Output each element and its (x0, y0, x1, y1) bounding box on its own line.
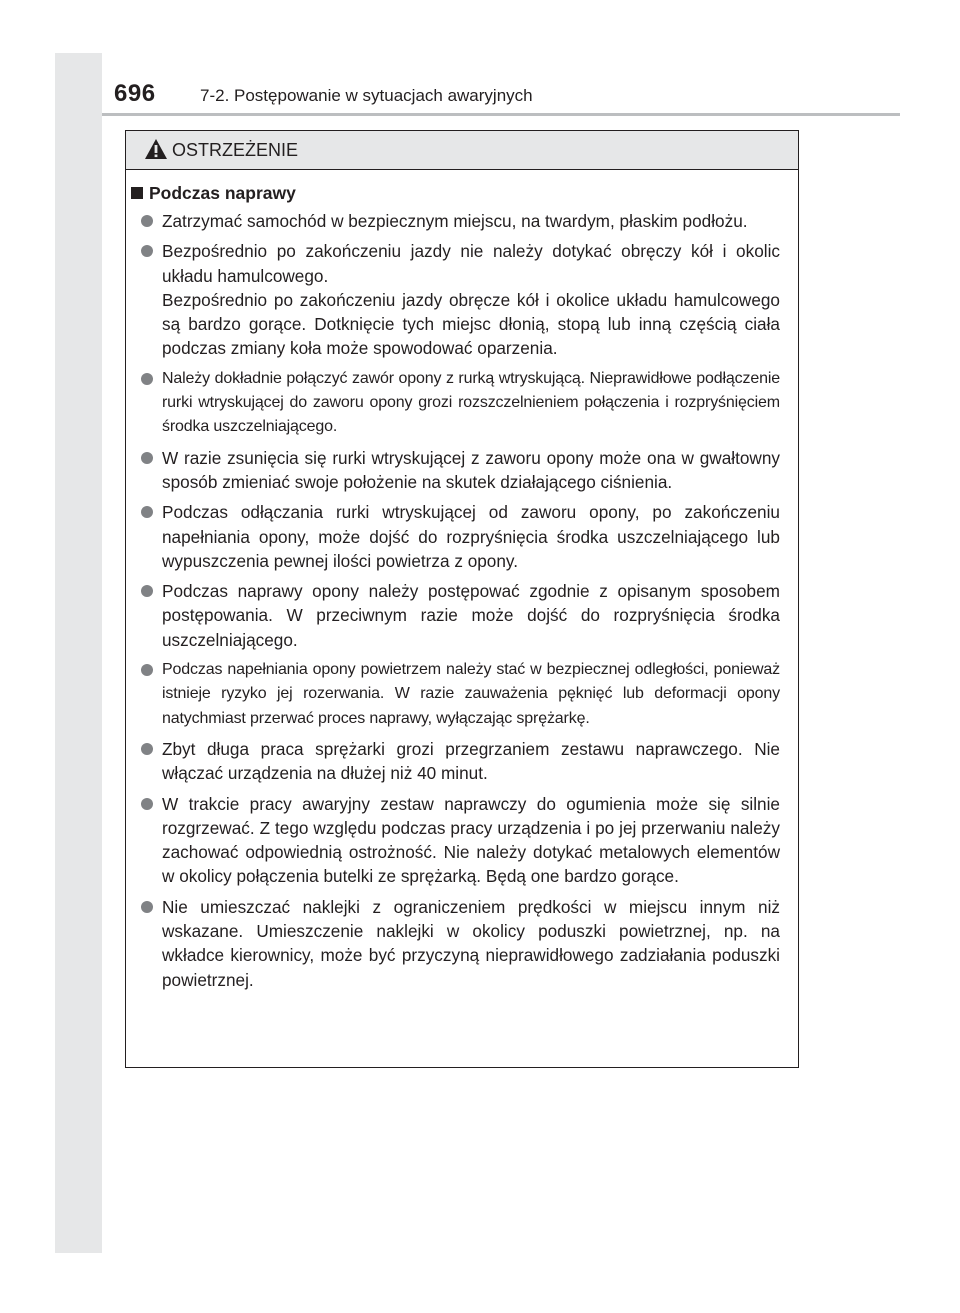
paragraph: Zatrzymać samochód w bezpiecznym miejscu, na twardym, płaskim podłożu. (162, 211, 748, 231)
list-item (131, 446, 780, 495)
list-item (131, 209, 780, 233)
list-item (131, 895, 780, 992)
list-item (131, 500, 780, 573)
bullet-dot-icon (141, 506, 153, 518)
list-item (131, 239, 780, 360)
list-item-text (162, 367, 780, 440)
list-item-text (162, 579, 780, 652)
bullet-dot-icon (141, 901, 153, 913)
side-strip (55, 53, 102, 1253)
bullet-dot-icon (141, 452, 153, 464)
list-item (131, 658, 780, 731)
bullet-dot-icon (141, 585, 153, 597)
section-title: 7-2. Postępowanie w sytuacjach awaryjnych (200, 86, 533, 105)
list-item-text (162, 658, 780, 731)
header-divider (102, 113, 900, 116)
list-item-text (162, 500, 780, 573)
bullet-dot-icon (141, 373, 153, 385)
paragraph: Podczas napełniania opony powietrzem należy stać w bezpiecznej odległości, ponieważ istnieje ryzyko jej rozerwania. W razie zauważenia pęknięć lub deformacji opony natychmiast przerwać proces naprawy, wyłączając sprężarkę. (162, 661, 780, 727)
paragraph: Podczas naprawy opony należy postępować zgodnie z opisanym sposobem postępowania. W przeciwnym razie może dojść do rozpryśnięcia środka uszczelniającego. (162, 581, 780, 650)
paragraph: W trakcie pracy awaryjny zestaw naprawczy do ogumienia może się silnie rozgrzewać. Z tego względu podczas pracy urządzenia i po jej przerwaniu należy zachować odpowiednią ostrożność. Nie należy dotykać metalowych elementów w okolicy połączenia butelki ze sprężarką. Będą one bardzo gorące. (162, 793, 780, 887)
list-item-text (162, 209, 780, 233)
paragraph: Bezpośrednio po zakończeniu jazdy nie należy dotykać obręczy kół i okolic układu hamulcowego. (162, 241, 780, 286)
list-item (131, 792, 780, 889)
subheading-text: Podczas naprawy (149, 183, 296, 203)
warning-body (126, 170, 798, 992)
bullet-dot-icon (141, 245, 153, 257)
warning-header (126, 131, 798, 170)
list-item-text (162, 792, 780, 889)
paragraph: Bezpośrednio po zakończeniu jazdy obręcze kół i okolice układu hamulcowego są bardzo gorące. Dotknięcie tych miejsc dłonią, stopą lub inną częścią ciała podczas zmiany koła może spowodować oparzenia. (162, 289, 780, 359)
page-number: 696 (114, 80, 156, 107)
bullet-dot-icon (141, 798, 153, 810)
bullet-dot-icon (141, 664, 153, 676)
paragraph: W razie zsunięcia się rurki wtryskującej z zaworu opony może ona w gwałtowny sposób zmieniać swoje położenie na skutek działającego ciśnienia. (162, 447, 780, 492)
square-bullet-icon (131, 187, 143, 199)
list-item (131, 579, 780, 652)
list-item-text (162, 895, 780, 992)
warning-title: OSTRZEŻENIE (172, 140, 299, 160)
list-item-text (162, 446, 780, 495)
list-item-text (162, 239, 780, 360)
bullet-dot-icon (141, 215, 153, 227)
subheading (131, 182, 780, 204)
warning-triangle-icon (144, 138, 168, 160)
paragraph: Nie umieszczać naklejki z ograniczeniem prędkości w miejscu innym niż wskazane. Umieszczenie naklejki w okolicy poduszki powietrznej, np. na wkładce kierownicy, może być przyczyną nieprawidłowego zadziałania poduszki powietrznej. (162, 896, 780, 990)
list-item-text (162, 737, 780, 786)
warning-box (125, 130, 799, 1068)
paragraph: Zbyt długa praca sprężarki grozi przegrzaniem zestawu naprawczego. Nie włączać urządzenia na dłużej niż 40 minut. (162, 738, 780, 784)
list-item (131, 367, 780, 440)
bullet-dot-icon (141, 743, 153, 755)
paragraph: Należy dokładnie połączyć zawór opony z rurką wtryskującą. Nieprawidłowe podłączenie rurki wtryskującej do zaworu opony grozi rozszczelnieniem połączenia i rozpryśnięciem środka uszczelniającego. (162, 369, 780, 436)
paragraph: Podczas odłączania rurki wtryskującej od zaworu opony, po zakończeniu napełniania opony, może dojść do rozpryśnięcia środka uszczelniającego lub wypuszczenia pewnej ilości powietrza z opony. (162, 502, 780, 571)
list-item (131, 737, 780, 786)
